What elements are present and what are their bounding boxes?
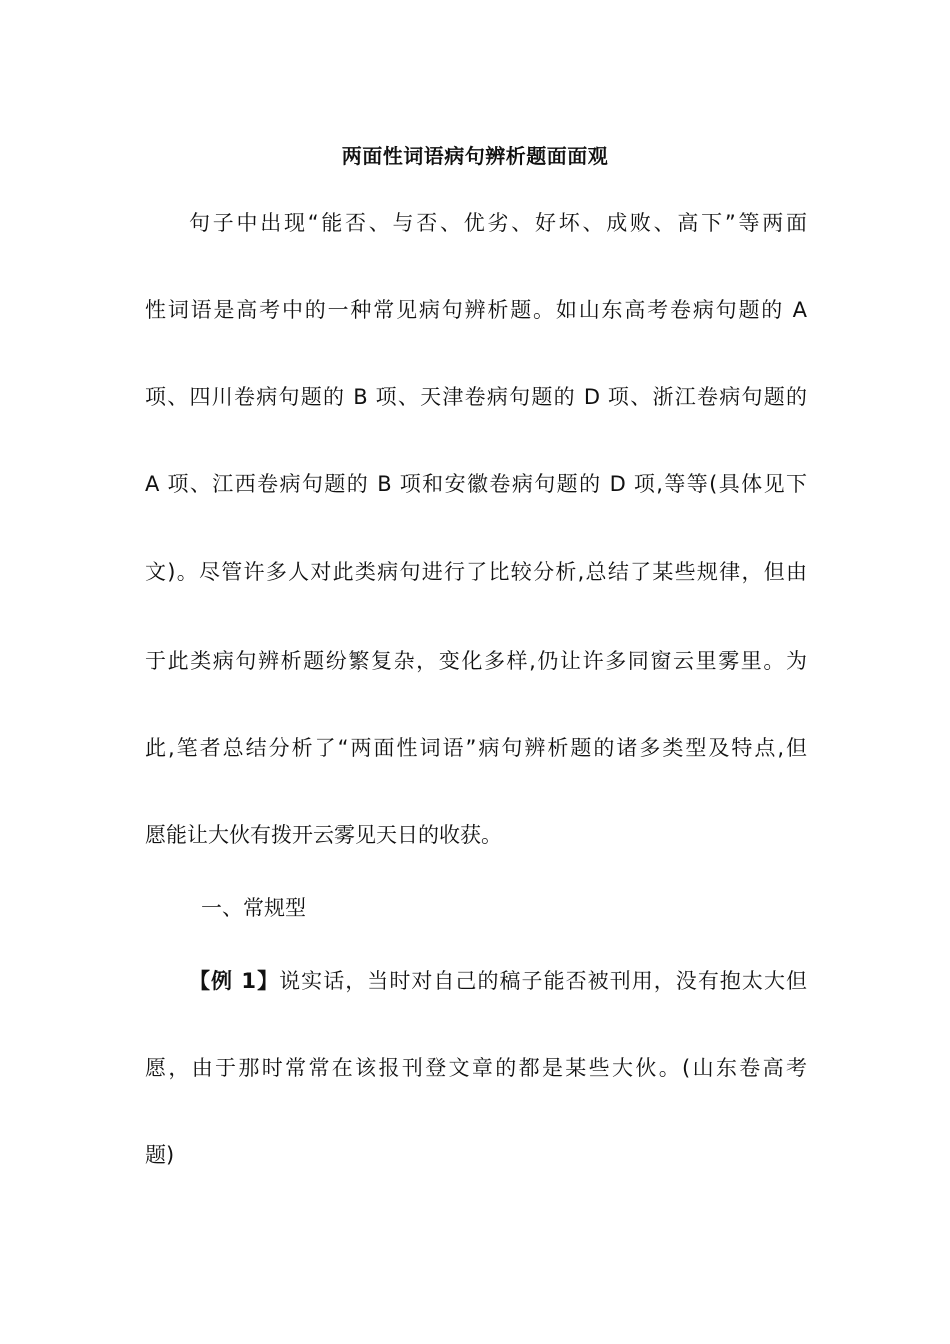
paragraph-line: 文)。尽管许多人对此类病句进行了比较分析,总结了某些规律，但由 [145, 560, 807, 584]
example-text: 说实话，当时对自己的稿子能否被刊用，没有抱太大但 [279, 969, 807, 993]
paragraph-line: 项、四川卷病句题的 B 项、天津卷病句题的 D 项、浙江卷病句题的 [145, 385, 807, 409]
example-line: 愿，由于那时常常在该报刊登文章的都是某些大伙。(山东卷高考 [145, 1056, 807, 1080]
section-heading: 一、常规型 [201, 896, 306, 920]
paragraph-line: 句子中出现“能否、与否、优劣、好坏、成败、高下”等两面 [189, 211, 807, 235]
example-line [145, 966, 807, 996]
paragraph-line: A 项、江西卷病句题的 B 项和安徽卷病句题的 D 项,等等(具体见下 [145, 472, 807, 496]
paragraph-line: 此,笔者总结分析了“两面性词语”病句辨析题的诸多类型及特点,但 [145, 736, 807, 760]
paragraph-line: 愿能让大伙有拨开云雾见天日的收获。 [145, 823, 502, 847]
example-line: 题) [145, 1143, 175, 1167]
paragraph-line: 性词语是高考中的一种常见病句辨析题。如山东高考卷病句题的 A [145, 298, 807, 322]
paragraph-line: 于此类病句辨析题纷繁复杂，变化多样,仍让许多同窗云里雾里。为 [145, 649, 807, 673]
document-title: 两面性词语病句辨析题面面观 [341, 144, 609, 168]
example-tag: 【例 1】 [189, 969, 280, 993]
